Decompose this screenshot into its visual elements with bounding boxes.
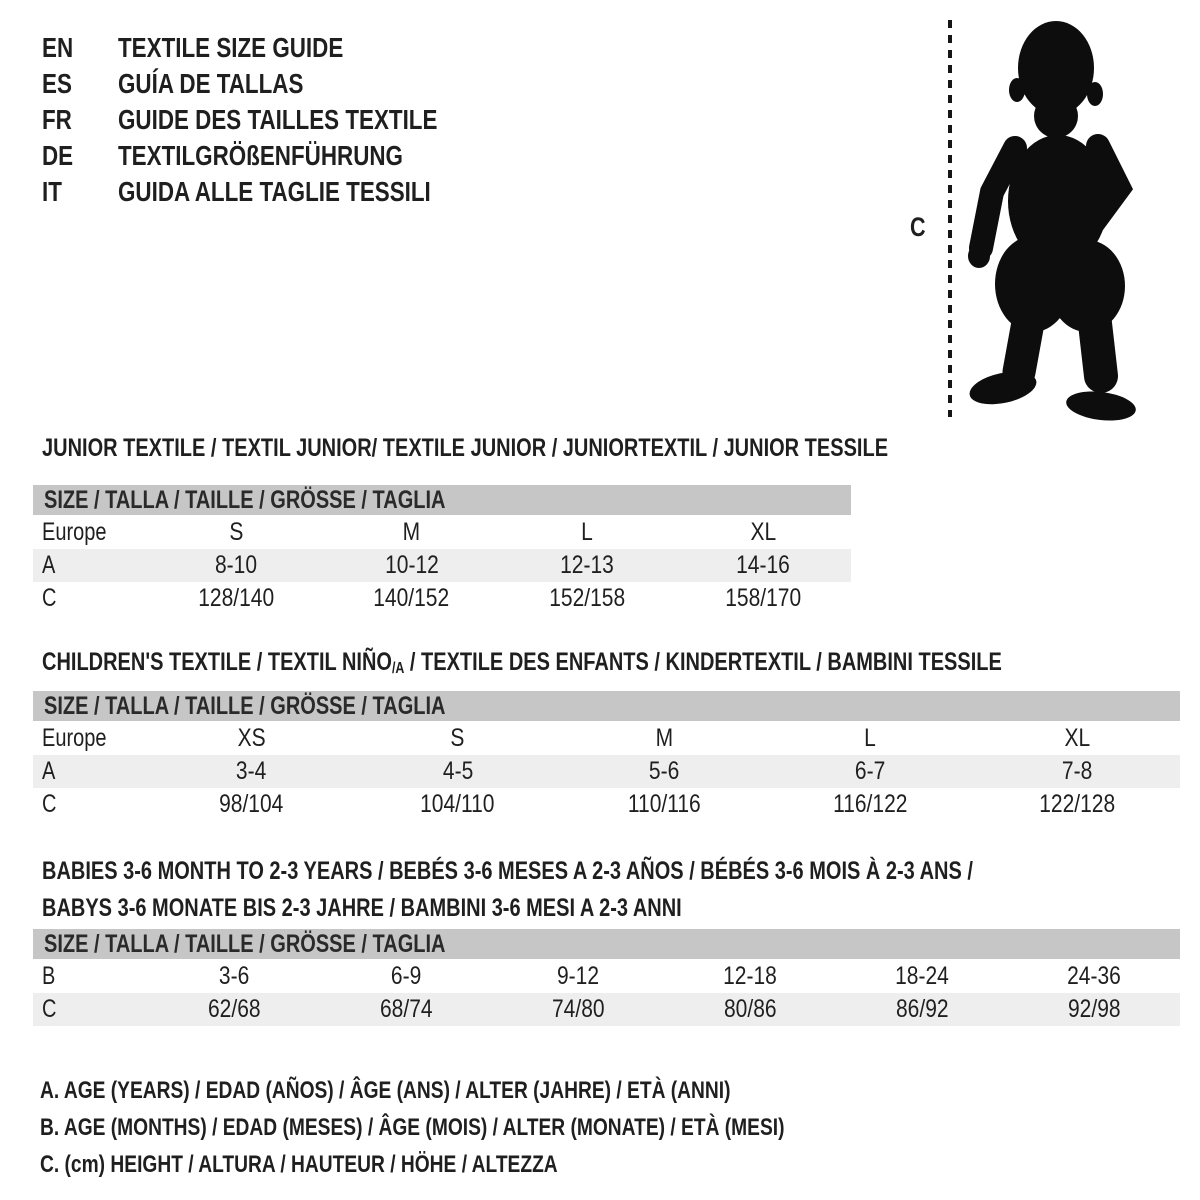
age-cell-text: 12-13 bbox=[560, 551, 615, 579]
size-cell bbox=[767, 724, 973, 753]
children-size-system-row bbox=[33, 721, 1180, 755]
age-cell-text: 8-10 bbox=[214, 551, 257, 579]
size-cell-text: S bbox=[228, 517, 243, 546]
age-cell-text: 6-9 bbox=[390, 961, 422, 990]
height-cell-text: 86/92 bbox=[895, 995, 949, 1023]
language-code-text: DE bbox=[42, 140, 74, 171]
row-label bbox=[33, 962, 148, 991]
row-label-text: A bbox=[42, 757, 56, 785]
size-cell bbox=[561, 724, 767, 753]
height-cell bbox=[767, 790, 973, 819]
age-cell bbox=[664, 962, 836, 991]
row-label bbox=[33, 518, 148, 547]
height-cell bbox=[675, 584, 851, 613]
junior-age-years-row bbox=[33, 549, 851, 582]
junior-height-row bbox=[33, 582, 851, 615]
height-cell-text: 68/74 bbox=[379, 995, 433, 1023]
language-title-text: GUIDE DES TAILLES TEXTILE bbox=[118, 104, 438, 135]
size-cell bbox=[974, 724, 1180, 753]
language-title-text: GUIDA ALLE TAGLIE TESSILI bbox=[118, 176, 431, 207]
language-code bbox=[42, 32, 118, 64]
row-label-text: C bbox=[42, 790, 57, 818]
size-cell-text: XL bbox=[750, 517, 776, 546]
age-cell-text: 3-6 bbox=[218, 961, 250, 990]
row-label-text: Europe bbox=[42, 517, 107, 546]
legend-line-b-text: B. AGE (MONTHS) / EDAD (MESES) / ÂGE (MOIS) / ALTER (MONATE) / ETÀ (MESI) bbox=[40, 1114, 785, 1141]
size-cell-text: M bbox=[655, 723, 673, 752]
age-cell-text: 14-16 bbox=[736, 551, 790, 579]
height-cell bbox=[974, 790, 1180, 819]
age-cell bbox=[492, 962, 664, 991]
language-code-text: IT bbox=[42, 176, 62, 207]
junior-section-title-text: JUNIOR TEXTILE / TEXTIL JUNIOR/ TEXTILE JUNIOR / JUNIORTEXTIL / JUNIOR TESSILE bbox=[42, 434, 889, 462]
age-cell bbox=[675, 551, 851, 580]
row-label-text: C bbox=[42, 995, 57, 1023]
children-age-years-row bbox=[33, 755, 1180, 788]
age-cell bbox=[500, 551, 676, 580]
height-cell-text: 140/152 bbox=[373, 584, 450, 612]
language-code-text: FR bbox=[42, 104, 72, 135]
size-cell-text: XL bbox=[1063, 723, 1090, 752]
language-row-de bbox=[42, 138, 517, 174]
row-label bbox=[33, 551, 148, 580]
babies-title-line2 bbox=[33, 890, 1180, 927]
height-measure-label bbox=[910, 212, 930, 243]
row-label bbox=[33, 584, 148, 613]
height-cell bbox=[1008, 995, 1180, 1024]
language-title bbox=[118, 104, 517, 136]
language-title bbox=[118, 176, 509, 208]
language-title-text: GUÍA DE TALLAS bbox=[118, 68, 304, 99]
language-title bbox=[118, 32, 400, 64]
junior-size-header-text: SIZE / TALLA / TAILLE / GRÖSSE / TAGLIA bbox=[44, 485, 446, 514]
children-textile-section bbox=[33, 650, 1180, 821]
height-cell bbox=[492, 995, 664, 1024]
height-cell-text: 104/110 bbox=[420, 790, 495, 818]
legend-line-c bbox=[40, 1146, 971, 1183]
babies-textile-section bbox=[33, 853, 1180, 1026]
height-cell bbox=[148, 995, 320, 1024]
age-cell bbox=[561, 757, 767, 786]
size-cell bbox=[324, 518, 500, 547]
babies-title-line2-text: BABYS 3-6 MONATE BIS 2-3 JAHRE / BAMBINI 3-6 MESI A 2-3 ANNI bbox=[42, 894, 682, 922]
age-cell-text: 12-18 bbox=[723, 961, 777, 990]
children-size-header-bar bbox=[33, 691, 1180, 721]
height-cell bbox=[148, 790, 354, 819]
height-cell-text: 80/86 bbox=[723, 995, 777, 1023]
language-code bbox=[42, 68, 118, 100]
row-label-text: A bbox=[42, 551, 56, 579]
height-cell bbox=[561, 790, 767, 819]
height-cell-text: 158/170 bbox=[725, 584, 802, 612]
babies-age-months-row bbox=[33, 959, 1180, 993]
height-cell-text: 128/140 bbox=[197, 584, 274, 612]
height-cell-text: 110/116 bbox=[627, 790, 701, 818]
language-row-es bbox=[42, 66, 517, 102]
language-code-text: ES bbox=[42, 68, 72, 99]
size-cell bbox=[148, 518, 324, 547]
age-cell bbox=[1008, 962, 1180, 991]
height-cell-text: 116/122 bbox=[833, 790, 908, 818]
height-cell-text: 62/68 bbox=[207, 995, 261, 1023]
age-cell bbox=[324, 551, 500, 580]
legend-line-b bbox=[40, 1109, 971, 1146]
babies-size-header-text: SIZE / TALLA / TAILLE / GRÖSSE / TAGLIA bbox=[44, 929, 446, 958]
size-cell-text: L bbox=[581, 517, 594, 546]
height-cell bbox=[664, 995, 836, 1024]
babies-size-header-bar bbox=[33, 929, 1180, 959]
language-code-text: EN bbox=[42, 32, 74, 63]
junior-textile-section bbox=[33, 434, 889, 615]
size-cell bbox=[500, 518, 676, 547]
children-section-title bbox=[33, 650, 1180, 675]
legend-line-a bbox=[40, 1072, 971, 1109]
language-code bbox=[42, 176, 118, 208]
height-measure-dashed-line bbox=[948, 20, 952, 417]
row-label-text: C bbox=[42, 584, 57, 612]
junior-size-system-row bbox=[33, 515, 851, 549]
junior-size-header-bar bbox=[33, 485, 851, 515]
language-title-text: TEXTILE SIZE GUIDE bbox=[118, 32, 344, 63]
children-section-title-text bbox=[42, 650, 1002, 681]
language-title-list bbox=[42, 30, 517, 210]
height-cell-text: 92/98 bbox=[1067, 995, 1121, 1023]
children-title-after: / TEXTILE DES ENFANTS / KINDERTEXTIL / BAMBINI TESSILE bbox=[404, 648, 1002, 676]
size-cell-text: XS bbox=[237, 723, 266, 752]
row-label bbox=[33, 757, 148, 786]
babies-height-row bbox=[33, 993, 1180, 1026]
height-cell-text: 74/80 bbox=[551, 995, 605, 1023]
age-cell-text: 4-5 bbox=[442, 757, 473, 785]
row-label-text: B bbox=[42, 961, 56, 990]
children-title-sub: /A bbox=[391, 659, 405, 677]
babies-title-line1 bbox=[33, 853, 1180, 890]
age-cell bbox=[148, 757, 354, 786]
language-row-fr bbox=[42, 102, 517, 138]
language-code bbox=[42, 104, 118, 136]
size-cell bbox=[354, 724, 560, 753]
language-title bbox=[118, 68, 350, 100]
height-cell bbox=[500, 584, 676, 613]
height-cell bbox=[148, 584, 324, 613]
height-cell-text: 152/158 bbox=[549, 584, 626, 612]
babies-section-title bbox=[33, 853, 1180, 927]
children-title-before: CHILDREN'S TEXTILE / TEXTIL NIÑO bbox=[42, 648, 392, 676]
age-cell bbox=[974, 757, 1180, 786]
legend-line-c-text: C. (cm) HEIGHT / ALTURA / HAUTEUR / HÖHE / ALTEZZA bbox=[40, 1151, 558, 1178]
toddler-silhouette-icon bbox=[963, 16, 1138, 421]
row-label bbox=[33, 724, 148, 753]
junior-section-title bbox=[33, 434, 889, 462]
age-cell-text: 9-12 bbox=[556, 961, 600, 990]
height-measure-label-text: C bbox=[910, 212, 926, 242]
size-cell-text: S bbox=[450, 723, 465, 752]
children-size-header-text: SIZE / TALLA / TAILLE / GRÖSSE / TAGLIA bbox=[44, 691, 446, 720]
age-cell bbox=[836, 962, 1008, 991]
children-height-row bbox=[33, 788, 1180, 821]
age-cell bbox=[148, 962, 320, 991]
row-label bbox=[33, 995, 148, 1024]
size-cell bbox=[148, 724, 354, 753]
language-title bbox=[118, 140, 474, 172]
age-cell-text: 3-4 bbox=[236, 757, 267, 785]
age-cell-text: 24-36 bbox=[1067, 961, 1121, 990]
language-row-it bbox=[42, 174, 517, 210]
language-code bbox=[42, 140, 118, 172]
row-label-text: Europe bbox=[42, 723, 107, 752]
age-cell-text: 6-7 bbox=[855, 757, 886, 785]
babies-title-line1-text: BABIES 3-6 MONTH TO 2-3 YEARS / BEBÉS 3-6 MESES A 2-3 AÑOS / BÉBÉS 3-6 MOIS À 2-3 ANS / bbox=[42, 857, 973, 885]
height-cell bbox=[836, 995, 1008, 1024]
size-cell bbox=[675, 518, 851, 547]
age-cell bbox=[320, 962, 492, 991]
age-cell bbox=[767, 757, 973, 786]
age-cell-text: 5-6 bbox=[648, 757, 680, 785]
age-cell-text: 10-12 bbox=[384, 551, 439, 579]
row-label bbox=[33, 790, 148, 819]
age-cell-text: 18-24 bbox=[895, 961, 949, 990]
age-cell bbox=[148, 551, 324, 580]
height-cell bbox=[324, 584, 500, 613]
measure-legend bbox=[40, 1072, 971, 1183]
height-cell bbox=[320, 995, 492, 1024]
legend-line-a-text: A. AGE (YEARS) / EDAD (AÑOS) / ÂGE (ANS) / ALTER (JAHRE) / ETÀ (ANNI) bbox=[40, 1077, 731, 1104]
height-cell-text: 122/128 bbox=[1038, 790, 1115, 818]
size-cell-text: M bbox=[402, 517, 421, 546]
age-cell bbox=[354, 757, 560, 786]
language-row-en bbox=[42, 30, 517, 66]
height-cell bbox=[354, 790, 560, 819]
height-cell-text: 98/104 bbox=[219, 790, 284, 818]
language-title-text: TEXTILGRÖßENFÜHRUNG bbox=[118, 140, 403, 171]
size-cell-text: L bbox=[864, 723, 877, 752]
age-cell-text: 7-8 bbox=[1061, 757, 1092, 785]
